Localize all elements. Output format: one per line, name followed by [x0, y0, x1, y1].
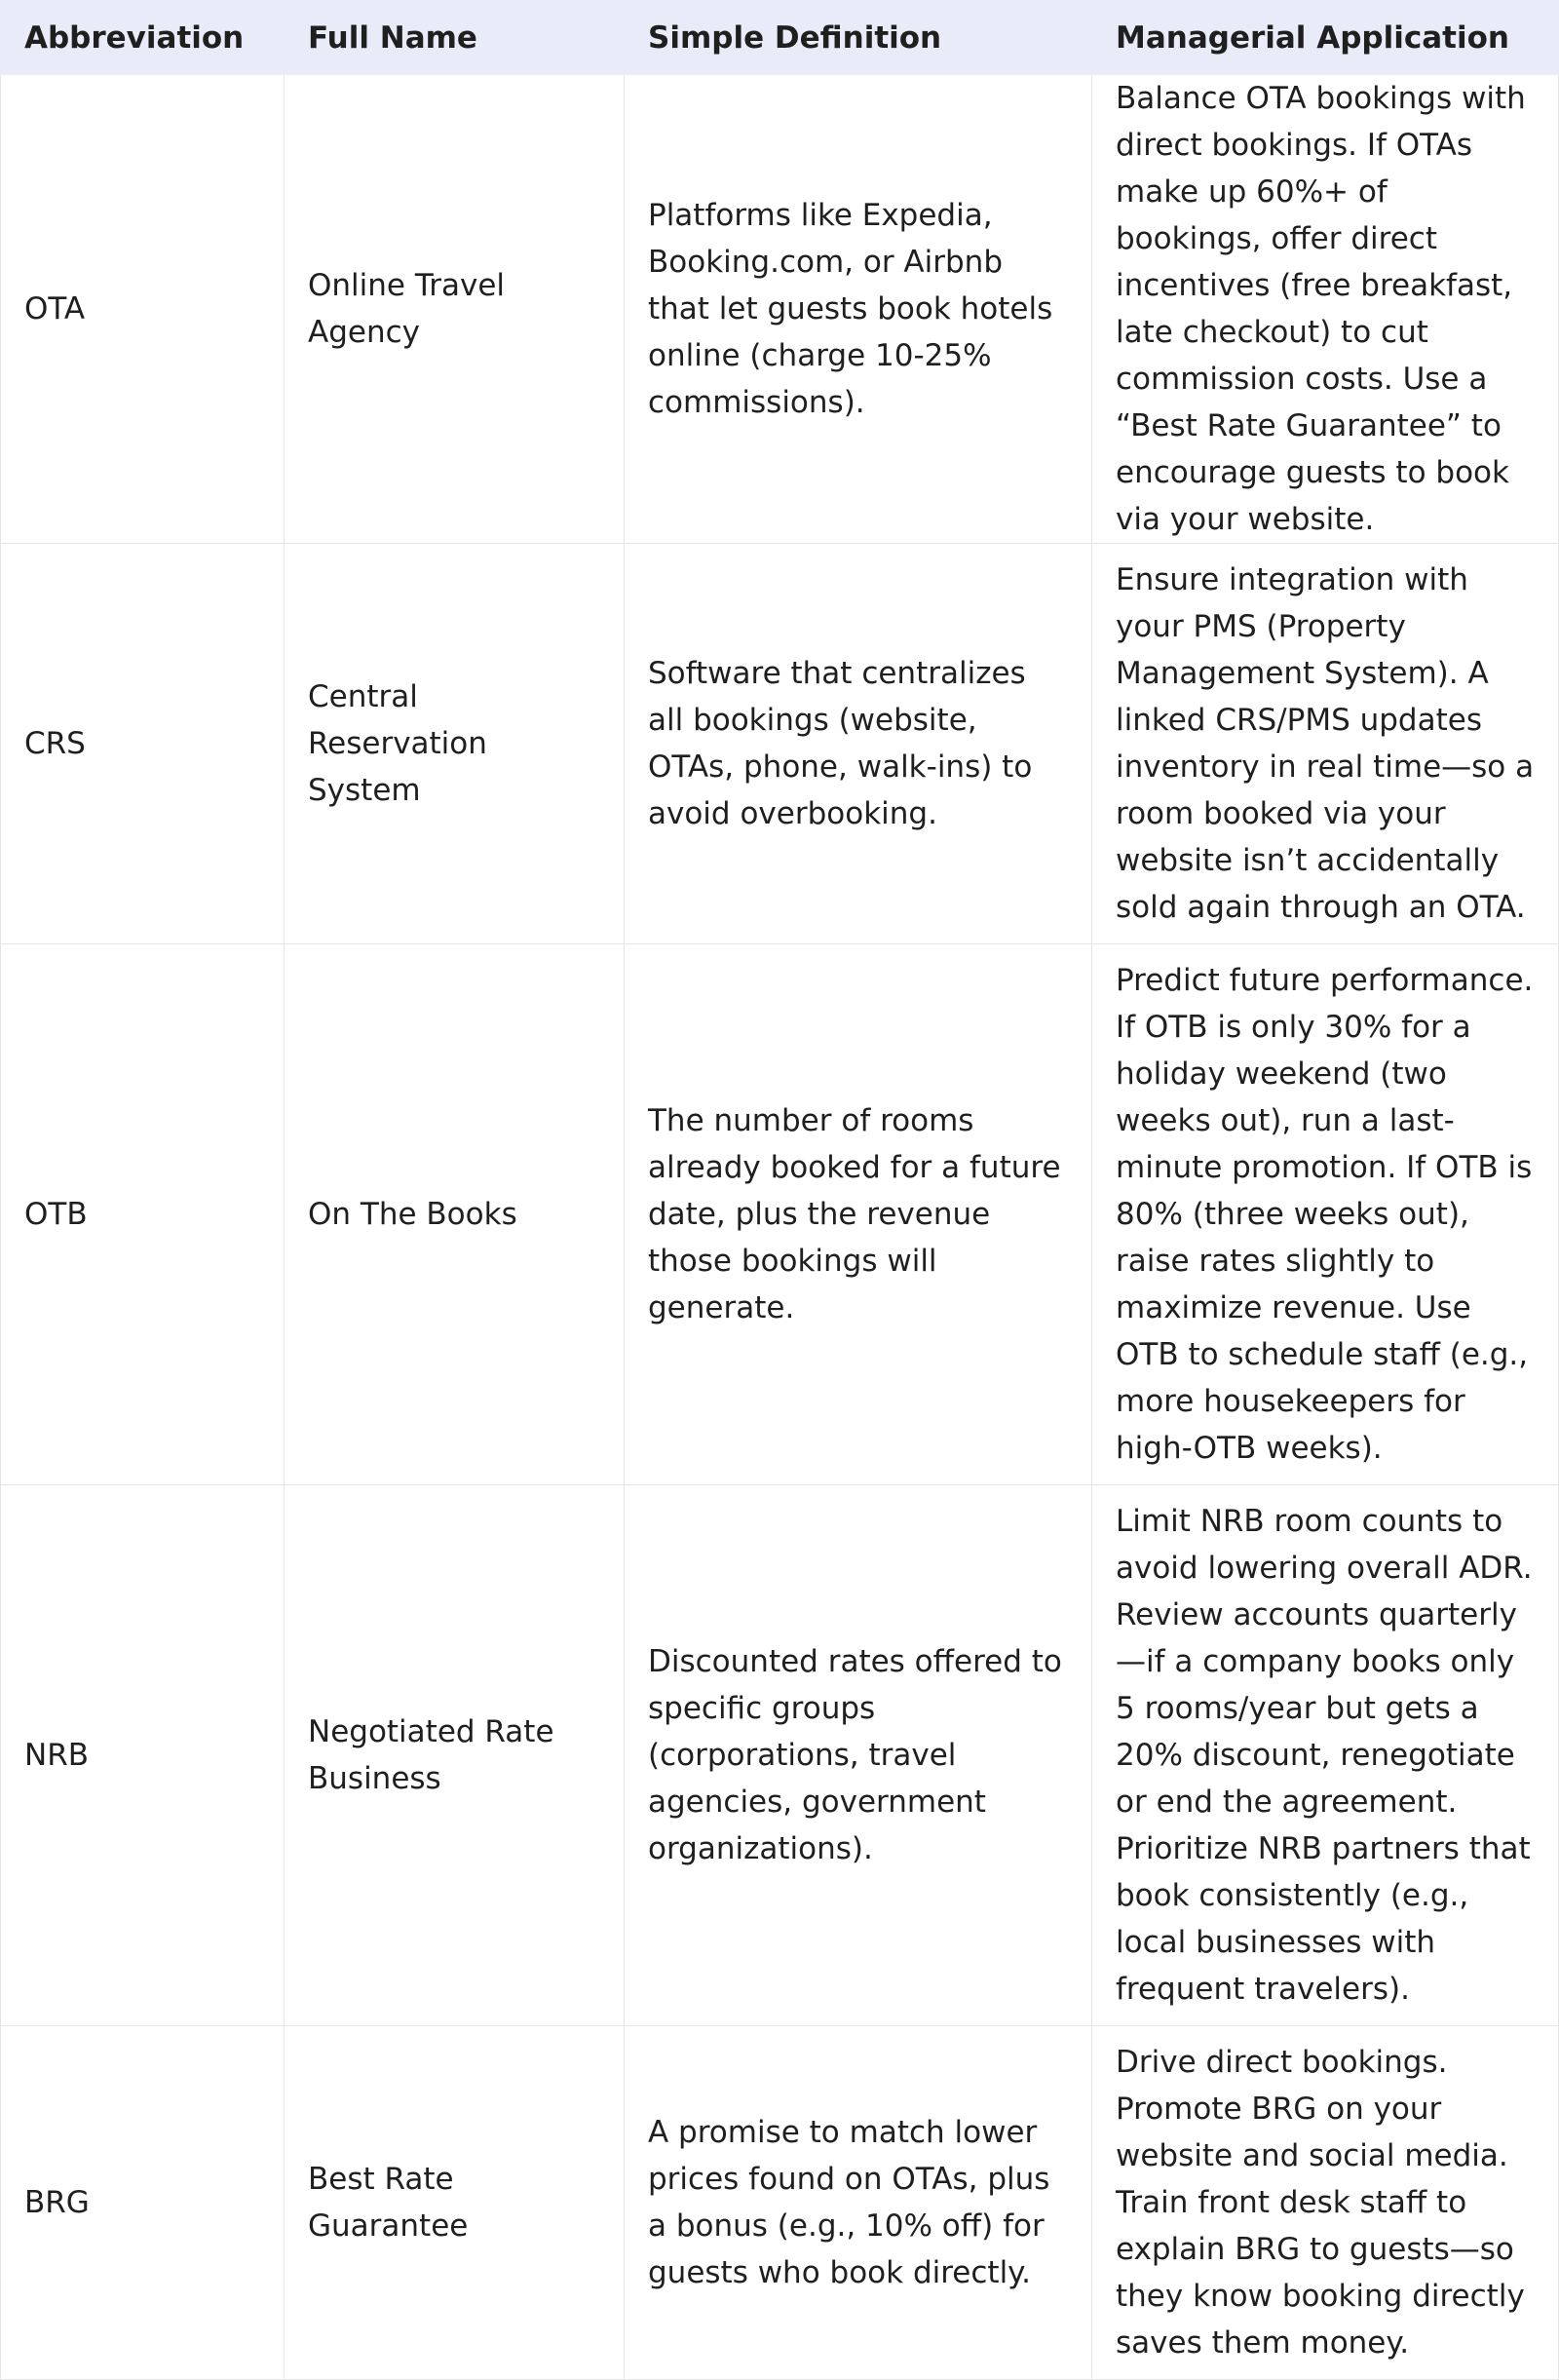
cell-abbreviation: CRS	[1, 544, 285, 944]
cell-abbreviation: NRB	[1, 1485, 285, 2026]
table-row	[1, 2026, 1559, 2380]
cell-full-name: Best Rate Guarantee	[285, 2026, 625, 2380]
cell-definition: Discounted rates offered to specific groups (corporations, travel agencies, government organizations).	[625, 1485, 1092, 2026]
cell-application: Ensure integration with your PMS (Property Management System). A linked CRS/PMS updates inventory in real time—so a room booked via your website isn’t accidentally sold again through an OTA.	[1092, 544, 1559, 944]
cell-application: Predict future performance. If OTB is only 30% for a holiday weekend (two weeks out), run a last-minute promotion. If OTB is 80% (three weeks out), raise rates slightly to maximize revenue. Use OTB to schedule staff (e.g., more housekeepers for high-OTB weeks).	[1092, 944, 1559, 1485]
cell-application: Limit NRB room counts to avoid lowering overall ADR. Review accounts quarterly—if a company books only 5 rooms/year but gets a 20% discount, renegotiate or end the agreement. Prioritize NRB partners that book consistently (e.g., local businesses with frequent travelers).	[1092, 1485, 1559, 2026]
header-managerial-application: Managerial Application	[1092, 1, 1559, 75]
cell-definition: Platforms like Expedia, Booking.com, or Airbnb that let guests book hotels online (charge 10-25% commissions).	[625, 75, 1092, 544]
table-row	[1, 1485, 1559, 2026]
cell-full-name: Negotiated Rate Business	[285, 1485, 625, 2026]
cell-definition: A promise to match lower prices found on OTAs, plus a bonus (e.g., 10% off) for guests who book directly.	[625, 2026, 1092, 2380]
table-row	[1, 75, 1559, 544]
cell-abbreviation: OTB	[1, 944, 285, 1485]
cell-application: Drive direct bookings. Promote BRG on your website and social media. Train front desk staff to explain BRG to guests—so they know booking directly saves them money.	[1092, 2026, 1559, 2380]
table-body	[1, 75, 1559, 2380]
header-simple-definition: Simple Definition	[625, 1, 1092, 75]
table-row	[1, 544, 1559, 944]
cell-application: Balance OTA bookings with direct bookings. If OTAs make up 60%+ of bookings, offer direct incentives (free breakfast, late checkout) to cut commission costs. Use a “Best Rate Guarantee” to encourage guests to book via your website.	[1092, 75, 1559, 544]
cell-abbreviation: BRG	[1, 2026, 285, 2380]
cell-definition: The number of rooms already booked for a future date, plus the revenue those bookings will generate.	[625, 944, 1092, 1485]
cell-full-name: Central Reservation System	[285, 544, 625, 944]
cell-full-name: Online Travel Agency	[285, 75, 625, 544]
cell-abbreviation: OTA	[1, 75, 285, 544]
header-row	[1, 1, 1559, 75]
table-header	[1, 1, 1559, 75]
cell-full-name: On The Books	[285, 944, 625, 1485]
header-abbreviation: Abbreviation	[1, 1, 285, 75]
cell-definition: Software that centralizes all bookings (website, OTAs, phone, walk-ins) to avoid overbooking.	[625, 544, 1092, 944]
table-row	[1, 944, 1559, 1485]
header-full-name: Full Name	[285, 1, 625, 75]
